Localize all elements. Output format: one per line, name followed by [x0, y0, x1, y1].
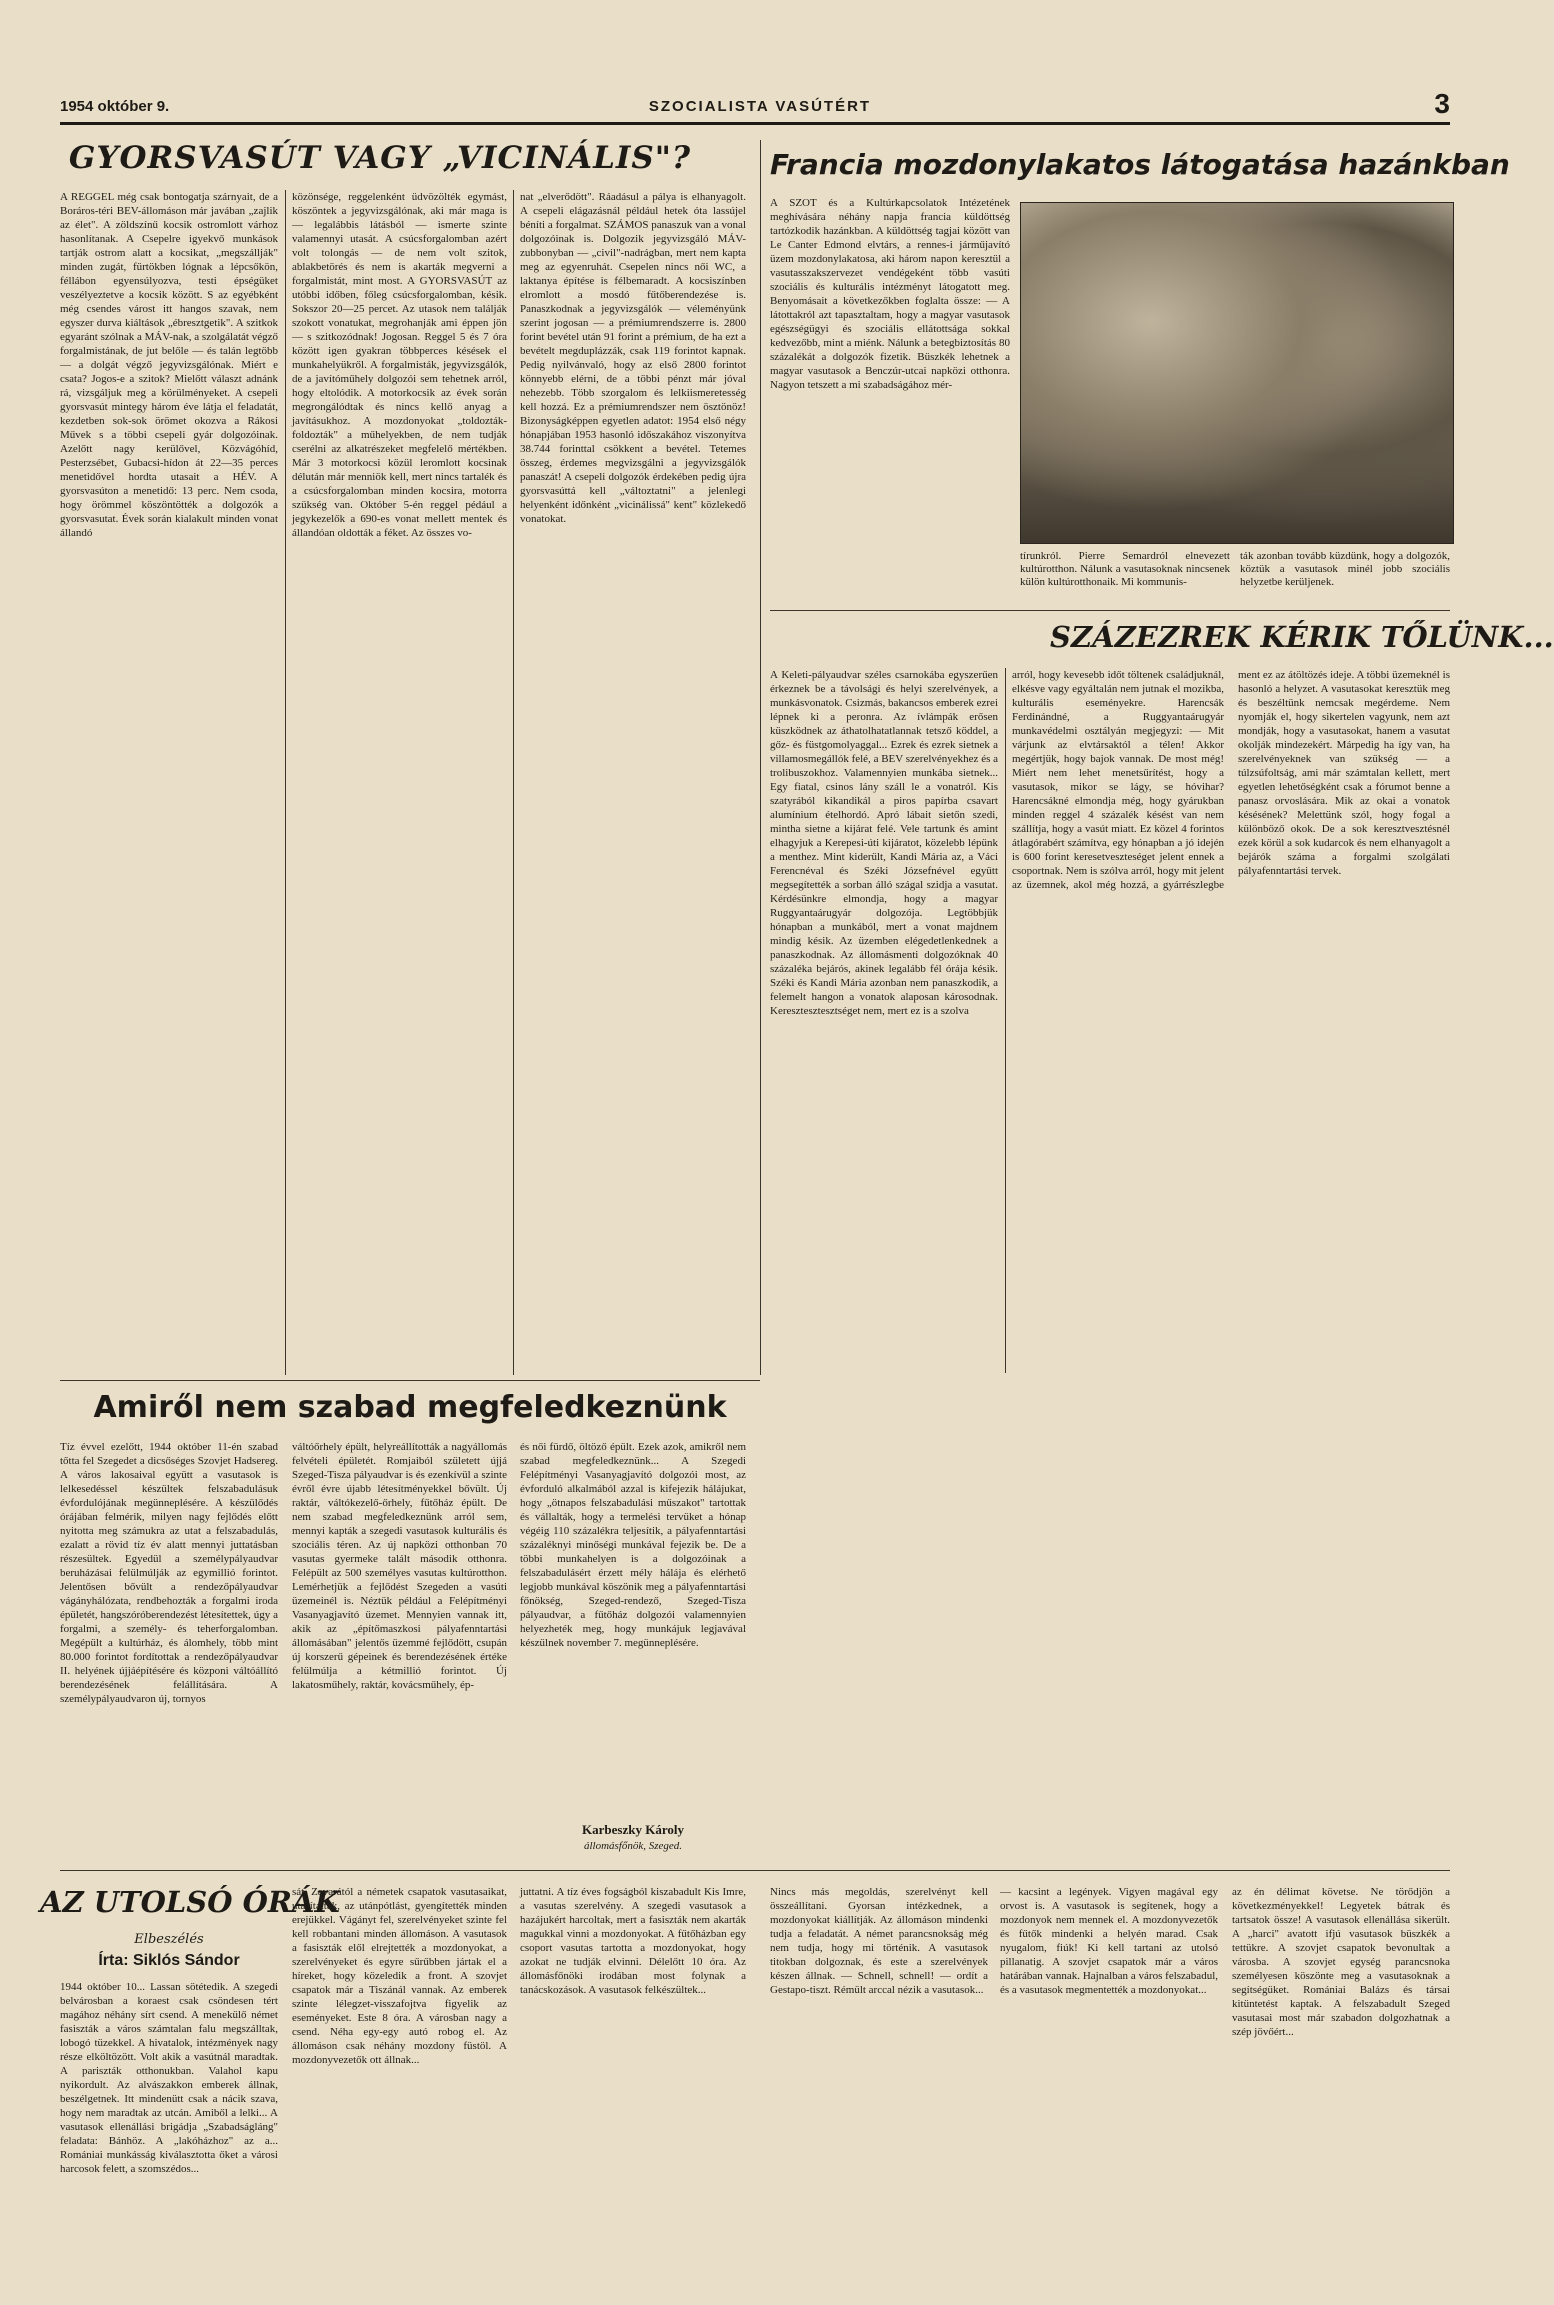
article-utolso-col2: sát. Zavarától a németek csapatok vasutasaikat, utasítatták, az utánpótlást, gyengítették minden erejükkel. Vágányt fel, szerelvényeket szinte fel kell robbantani minden állomáson. A vasutasok a fasiszták elől elrejtették a mozdonyokat, a szerelvényeket és egyre sűrűbben jártak el a híreket, hogy közeledik a front. A szovjet csapatok már a Tiszánál vannak. Az emberek szinte lélegzet-visszafojtva figyelik az eseményeket. Este 8 óra. A városban nagy a csend. Néha egy-egy autó robog el. Az állomáson csak néhány mozdony füstöl. A mozdonyvezetők ott állnak...: [292, 1886, 507, 2066]
issue-date: 1954 október 9.: [60, 98, 170, 115]
article-amirol-signature-role: állomásfőnök, Szeged.: [583, 1840, 683, 1852]
article-separator: [60, 1380, 760, 1381]
article-francia-col1: A SZOT és a Kultúrkapcsolatok Intézetének meghívására néhány napja francia küldöttség tartózkodik hazánkban. A küldöttség tagjai között van Le Canter Edmond elvtárs, a rennes-i járműjavító üzem mozdonylakatosa, aki három napon keresztül a vasutasszakszervezet vendégeként több vasúti szociális és kulturális intézményt látogatott meg. Benyomásait a következőkben foglalta össze: — A látottakról azt tapasztaltam, hogy a magyar vasutasok egészségügyi és szociális ellátottsága sokkal kedvezőbb, mint a miénk. Nálunk a betegbiztosítás 80 százalékát a dolgozók fizetik. Büszkék lehetnek a magyar vasutasok a Benczúr-utcai napközi otthonra. Nagyon tetszett a mi szabadságához mér-: [770, 197, 1010, 391]
photo-caption-right: ták azonban tovább küzdünk, hogy a dolgozók, köztük a vasutasok minél jobb szociális helyzetbe kerüljenek.: [1240, 550, 1450, 588]
article-amirol-col3: és női fürdő, öltöző épült. Ezek azok, amikről nem szabad megfeledkeznünk... A Szegedi Felépítményi Vasanyagjavító dolgozói most, az évforduló alkalmából azzal is kifejezik hálájukat, hogy „ötnapos felszabadulási műszakot" tartottak és vállalták, hogy a termelési tervüket a hónap végéig 110 százalékra teljesítik, a pályafenntartási százaléknyi minőségi munkával fejezik be. De a többi munkahelyen is a dolgozóinak a felszabadulásért érzett mély hálája és elérhető legjobb munkával köszönik meg a pályafenntartási főnökség, Szeged-rendező, Szeged-Tisza pályaudvar, a fűtőház dolgozói valamennyien helyezheték meg, hogy munkájuk legjavával készülnek november 7. megünneplésére.: [520, 1441, 746, 1649]
news-photo: [1020, 202, 1454, 544]
article-szazezrek-col1: A Keleti-pályaudvar széles csarnokába egyszerűen érkeznek be a távolsági és helyi szerelvények, a munkásvonatok. Csizmás, bakancsos emberek ezrei lépnek ki a peronra. Az ívlámpák erősen küszködnek az áthatolhatatlannak tetsző köddel, a gőz- és füstgomolyaggal... Ezrek és ezrek sietnek a villamosmegállók felé, a BEV szerelvényekhez és a trolibuszokhoz. Valamennyien munkába sietnek... Egy fiatal, csinos lány száll le a vonatról. Kis szatyrából kikandikál a piros papírba csavart alumínium ételhordó. Apró lábait sietőn szedi, mintha sietne a kijárat felé. Vele tartunk és amint elhagyjuk a Kerepesi-úti kijáratot, közelebb lépünk a menthez. Mint kiderült, Kandi Mária az, a Váci Ferencnéval és Széki Józsefnével együtt megsegítették a sorban álló szágal szidja a vasutat. Kérdésünkre elmondja, hogy a magyar Ruggyantaárugyár dolgozója. Legtöbbjük hónapban a munkából, mert a vonat majdnem mindig késik. Az üzemben elégedetlenkednek a panaszkodnak. Az állomásmenti dolgozóknak 40 százaléka bejárós, akinek legalább fél órája késik. Széki és Kandi Mária azonban nem panaszkodik, a felemelt hangon a vonatok alaposan károsodnak. Keresztesztesztséget nem, mert ez is a szolva: [770, 669, 998, 1017]
article-utolso-author: Írta: Siklós Sándor: [98, 1952, 240, 1969]
article-utolso-col3: juttatni. A tíz éves fogságból kiszabadult Kis Imre, a vasutas szerelvény. A szegedi vasutasok a hazájukért harcoltak, mert a fasiszták nem akarták magukkal vinni a mozdonyokat. A fűtőházban egy csoport vasutas tartotta a mozdonyokat, hogy azokat ne tudják elvinni. Délelőtt 10 óra. Az állomásfőnöki irodában most folynak a tanácskozások. A vasutasok felkészültek...: [520, 1886, 746, 1996]
article-utolso-col5: — kacsint a legények. Vigyen magával egy orvost is. A vasutasok is segítenek, hogy a mozdonyok nem mennek el. A mozdonyvezetők és fűtők mindenki a helyén marad. Csak nyugalom, fiúk! Ki kell tartani az utolsó pillanatig. A szovjet csapatok már a város határában vannak. Hajnalban a város felszabadul, és a vasutasok megmentették a mozdonyokat...: [1000, 1886, 1218, 1996]
article-szazezrek-col2: arról, hogy kevesebb időt töltenek családjuknál, elkésve vagy egyáltalán nem jutnak el mozikba, kulturális eseményekre. Harencsák Ferdinándné, a Ruggyantaárugyár munkavédelmi osztályán megjegyzi: — Mit várjunk az elvtársaktól a télen! Akkor megértjük, hogy bajok vannak. De most még! Miért nem lehet menetsűrítést, hogy a vasutasok, mikor se lágy, se hóvihar? Harencsákné elmondja még, hogy gyárukban minden reggel 4 százalék késést van nem szállítja, hogy a vasút miatt. Ez közel 4 forintos átlagórabért számítva, egy hónapban a jó idején is 600 forint keresetveszteséget jelent ennek a csoportnak. Nem is szólva arról, hogy mit jelent az üzemnek, akol még hozzá, a gyárrészlegbe ment ez az átöltözés ideje. A többi üzemeknél is hasonló a helyzet. A vasutasokat keresztük meg és beszéltünk nemcsak megérdeme. Nem nyomják el, hogy sikertelen vagyunk, nem azt mondják, hogy a vasutasokat, hanem a vasutat okolják mindezekért. Márpedig ha így van, ha szerelvényeknek van szükség — a túlzsúfoltság, ami már számtalan kellett, mert egyetlen lehetőségként csak a fórumot benne a panasz orvoslására. Mik az okai a vonatok késésének? Melettünk szól, hogy fogal a különböző okok. De a sok keresztvesztésnél ezek körül a sok kudarcok és nem elhanyagolt a bejárók száma a forgalmi szolgálati pályafenntartási tervek.: [1012, 669, 1450, 891]
article-separator: [770, 610, 1450, 611]
article-szazezrek-headline: SZÁZEZREK KÉRIK TŐLÜNK...: [1050, 620, 1554, 654]
page-number: 3: [1434, 88, 1450, 119]
column-rule: [285, 190, 286, 1375]
article-utolso-col1: 1944 október 10... Lassan sötétedik. A szegedi belvárosban a koraest csak csöndesen tért magához néhány sírt csend. A menekülő német fasiszták a város számtalan falu megszálltak, lobogó tüzekkel. A hivatalok, intézmények nagy része elköltözött. Volt akik a vasútnál maradtak. A pariszták otthonukban. Valahol kapu nyikordult. Az alvászakkon emberek állnak, beszélgetnek. Itt mindenütt csak a nácik szava, hogy nem maradtak az utcán. Amiből a lelki... A vasutasok ellenállási brigádja „Szabadságláng" feladata: Bánhöz. A „lakóházhoz" az a... Romániai munkásság kiválasztotta őket a városi harcosok felett, a szomszédos...: [60, 1981, 278, 2175]
column-rule: [1005, 668, 1006, 1373]
article-gyorsvasut-headline: GYORSVASÚT VAGY „VICINÁLIS"?: [68, 140, 692, 176]
column-rule: [513, 190, 514, 1375]
column-rule: [760, 140, 761, 1375]
article-amirol-signature: Karbeszky Károly: [582, 1822, 684, 1837]
article-utolso-subtitle: Elbeszélés: [134, 1932, 204, 1947]
article-gyorsvasut-col2: közönsége, reggelenként üdvözölték egymást, köszöntek a jegyvizsgálónak, aki már maga is — legalábbis látásból — ismerte szinte valamennyi utasát. A csúcsforgalomban azért volt tolongás — de nem volt szitok, ablakbetörés és nem is akarták megverni a forgalmistát, mint most. A GYORSVASÚT az utóbbi időben, főleg csúcsforgalomban, késik. Sokszor 20—25 percet. Az utasok nem találják szokott vonatukat, megrohanják ami éppen jön — s szitkozódnak! Jogosan. Reggel 5 és 7 óra között igen gyakran többperces késések el munkahelyükről. A forgalmisták, jegyvizsgálók, de a javítóműhely dolgozói sem tehetnek arról, hogy eltolódik. A motorkocsik az évek során megrongálódtak és nincs kellő anyag a javításukhoz. A mozdonyokat „toldozták-foldozták" a műhelyekben, de nem tudják cserélni az alkatrészeket megfelelő mértékben. Már 3 motorkocsi közül leromlott kocsinak délután már menniök kell, mert nincs tartalék és a csúcsforgalomban minden kocsira, motorra szükség van. Október 5-én reggel pédául a jegykezelők a 690-es vonat mellett mentek és állandóan oldották a féket. Az összes vo-: [292, 191, 507, 539]
article-separator: [60, 1870, 1450, 1871]
article-gyorsvasut-col3: nat „elverődött". Ráadásul a pálya is elhanyagolt. A csepeli elágazásnál például hetek óta lassújel béníti a forgalmat. SZÁMOS panaszuk van a vonal dolgozóinak is. Dolgozik jegyvizsgáló MÁV-zubbonyban — „civil"-nadrágban, mert nem kapta meg az egyenruhát. Csepelen nincs női WC, a laktanya építése is félbemaradt. A kocsiszínben elromlott a mosdó fűtőberendezése is. Panaszkodnak a jegyvizsgálók — véleményünk szerint jogosan — a prémiumrendszerre is. 2800 forint bevétel után 91 forint a prémium, de ha ezt a bevételt megduplázzák, csak 119 forintot kapnak. Pedig nyilvánvaló, hogy az első 2800 forintot könnyebb elérni, de a többi pénzt már jóval nehezebb. Több szorgalom és lelkiismeretesség kell hozzá. Ez a prémiumrendszer nem ösztönöz! Bizonyságképpen egyetlen adatot: 1954 első négy hónapjában 1953 hasonló időszakához viszonyítva 38.744 forinttal csökkent a bevétel. Tetemes összeg, érdemes megvizsgálni a jegyvizsgálók panaszát! A csepeli dolgozók érdekében pedig újra gyorsvasúttá kell „változtatni" a jelenlegi helyenként időnként „vicinálissá" kent" közlekedő vonatokat.: [520, 191, 746, 525]
article-francia-headline: Francia mozdonylakatos látogatása hazánkban: [770, 148, 1510, 181]
article-amirol-col2: váltóőrhely épült, helyreállították a nagyállomás felvételi épületét. Romjaiból született újjá Szeged-Tisza pályaudvar is és ezenkívül a szinte évről évre újabb létesítményekkel bővült. Új raktár, váltókezelő-őrhely, fűtőház épült. De nem szabad megfeledkeznünk arról sem, mennyi kapták a szegedi vasutasok kulturális és szociális téren. Az új napközi otthonban 70 vasutas gyermeke talált második otthonra. Felépült az 500 személyes vasutas kultúrotthon. Lemérhetjük a fejlődést Szegeden a vasúti üzemeinél is. Néztük például a Felépítményi Vasanyagjavító üzemet. Mennyien vannak itt, akik az „építőmaszkosi pályafenntartási állomásában" jelentős üzemmé fejlődött, csupán új korszerű gépeinek és berendezésének értéke felülmúlja a kétmillió forintot. Új lakatosműhely, raktár, kovácsműhely, ép-: [292, 1441, 507, 1691]
article-gyorsvasut-col1: A REGGEL még csak bontogatja szárnyait, de a Boráros-téri BEV-állomáson már javában „zajlik az élet". A zöldszínű kocsik ostromlott várhoz hasonlítanak. A Csepelre igyekvő munkások tartják ostrom alatt a kocsikat, „megszállják" minden zugát, fürtökben lógnak a lépcsőkön, féllábon egyensúlyozva, testi épségüket veszélyeztetve a kocsik között. S az egyébként még csendes várost itt hangos szavak, nem egyszer durva kiáltások „ébresztgetik". A szitkok egyaránt szólnak a MÁV-nak, a szolgálatát végző forgalmistának, de jut belőle — és talán legtöbb — a dolgát végző jegyvizsgálónak. Miért e csata? Jogos-e a szitok? Mielőtt választ adnánk rá, vizsgáljuk meg a körülményeket. A csepeli gyorsvasút mintegy három éve látja el feladatát, kezdetben sok-sok örömet okozva a Rákosi Művek s a többi csepeli gyár dolgozóinak. Azelőtt nagy kerülővel, Közvágóhíd, Pesterzsébet, Gubacsi-hídon át 22—35 perces menetidővel hordta utasait a HÉV. A gyorsvasúton a menetidő: 13 perc. Nem csoda, hogy örömmel köszöntötték a dolgozók a gyorsvasutat. Évek során kialakult minden vonat állandó: [60, 191, 278, 539]
article-utolso-col4: Nincs más megoldás, szerelvényt kell összeállítani. Gyorsan intézkednek, a mozdonyokat kiállítják. Az állomáson mindenki tudja a feladatát. A német parancsnokság még nem tudja, hogy mi történik. A vasutasok titokban dolgoznak, és este a szerelvények készen állnak. — Schnell, schnell! — ordít a Gestapo-tiszt. Rémült arccal nézik a vasutasok...: [770, 1886, 988, 1996]
masthead: [60, 88, 1450, 125]
article-utolso-col6: az én délimat követse. Ne törődjön a következményekkel! Legyetek bátrak és tartsatok össze! A vasutasok ellenállása sikerült. A „harci" avatott ifjú vasutasok büszkék a tettükre. A szovjet csapatok bevonultak a városba. A szovjet egység parancsnoka személyesen köszönte meg a vasutasoknak a segítségüket. Romániai Balázs és társai kitüntetést kaptak. A felszabadult Szeged vasutasai most már szabadon dolgozhatnak a szép jövőért...: [1232, 1886, 1450, 2038]
article-amirol-headline: Amiről nem szabad megfeledkeznünk: [93, 1390, 727, 1425]
article-amirol-col1: Tíz évvel ezelőtt, 1944 október 11-én szabad tőtta fel Szegedet a dicsőséges Szovjet Hadsereg. A város lakosaival együtt a vasutasok is lelkesedéssel készültek felszabadulásuk évfordulójának megünneplésére. A készülődés órájában felmérik, milyen nagy fejlődés előtt nyitotta meg számukra az utat a felszabadulás, ezalatt a rövid tíz év alatt mennyi juttatásban részesültek. Egyedül a személypályaudvar beruházásai felülmúlják az egymillió forintot. Jelentősen bővült a rendezőpályaudvar vágányhálózata, rendbehozták a forgalmi iroda épületét, hangszóróberendezést létesítettek, úgy a forgalmi, a személy- és teherforgalomban. Megépült a kultúrház, és álomhely, több mint 80.000 forintot fordítottak a rendezőpályaudvar II. helyének újjáépítésére és közponi váltóállító berendezésének felállítására. A személypályaudvaron új, tornyos: [60, 1441, 278, 1705]
photo-caption-left: tírunkról. Pierre Semardról elnevezett kultúrotthon. Nálunk a vasutasoknak nincsenek külön kultúrotthonaik. Mi kommunis-: [1020, 550, 1230, 588]
newspaper-name: SZOCIALISTA VASÚTÉRT: [648, 98, 872, 115]
article-utolso-headline: AZ UTOLSÓ ÓRÁK: [40, 1885, 340, 1919]
